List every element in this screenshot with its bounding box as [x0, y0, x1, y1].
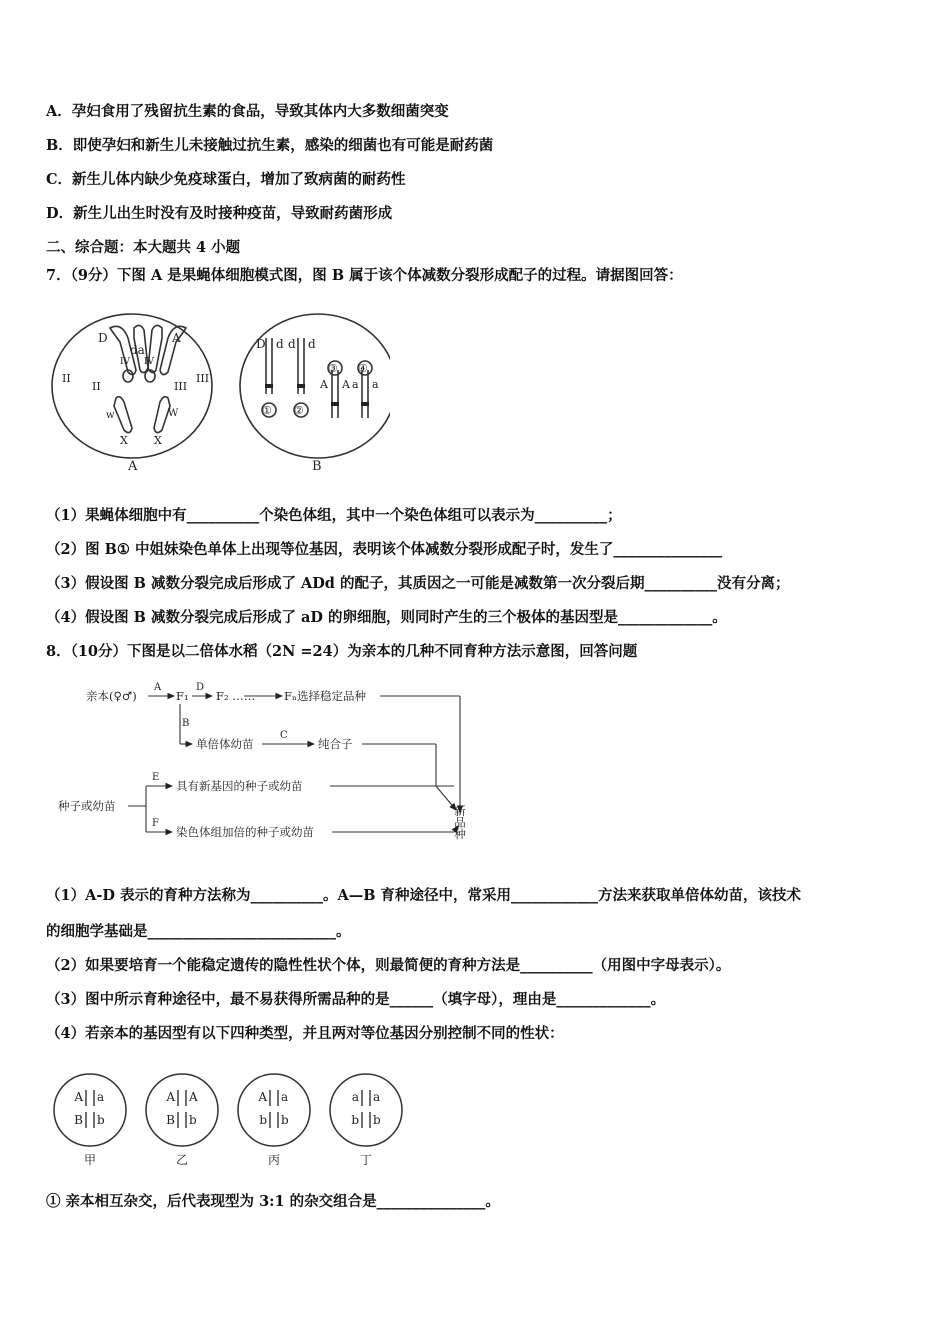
flow-label-A: A	[154, 682, 162, 693]
label-B-d2: d	[288, 337, 296, 351]
label-c2: ②	[294, 404, 304, 417]
flow-label-B: B	[182, 718, 190, 729]
q8-sub-3: （3）图中所示育种途径中，最不易获得所需品种的是______（填字母），理由是_____________。	[46, 991, 666, 1008]
q7-sub-1: （1）果蝇体细胞中有__________个染色体组，其中一个染色体组可以表示为__________；	[46, 507, 622, 524]
label-W: W	[168, 408, 179, 419]
flow-haploid: 单倍体幼苗	[196, 737, 254, 751]
label-c4: ④	[358, 362, 368, 375]
flow-parent: 亲本(♀♂)	[86, 689, 137, 703]
section-title: 二、综合题：本大题共 4 小题	[46, 239, 241, 256]
q7-stem: 7．（9分）下图 A 是果蝇体细胞模式图，图 B 属于该个体减数分裂形成配子的过程。请据图回答：	[46, 267, 683, 284]
cell-name: 甲	[83, 1153, 97, 1166]
allele-top-right: a	[97, 1090, 105, 1104]
figure-a-caption: A	[128, 459, 138, 474]
flow-label-C: C	[280, 730, 288, 741]
cell-name: 丙	[267, 1153, 281, 1166]
cell-a-membrane	[52, 314, 212, 458]
option-c: C．新生儿体内缺少免疫球蛋白，增加了致病菌的耐药性	[46, 171, 406, 188]
genotype-cell	[54, 1074, 126, 1166]
label-c1: ①	[262, 404, 272, 417]
allele-bottom-left: b	[351, 1113, 359, 1127]
option-b: B．即使孕妇和新生儿未接触过抗生素，感染的细菌也有可能是耐药菌	[46, 137, 494, 154]
option-d: D．新生儿出生时没有及时接种疫苗，导致耐药菌形成	[46, 205, 393, 222]
q7-figure	[50, 298, 390, 478]
label-X-left: X	[120, 434, 128, 447]
flow-label-F: F	[152, 818, 159, 829]
q7-sub-3: （3）假设图 B 减数分裂完成后形成了 ADd 的配子，其质因之一可能是减数第一次分裂后期__________没有分离；	[46, 575, 790, 592]
label-B-D: D	[256, 337, 266, 351]
allele-top-left: A	[166, 1090, 175, 1104]
flow-fn: Fₙ选择稳定品种	[284, 689, 366, 703]
label-B-A1: A	[320, 378, 328, 391]
flow-f2: F₂ ……	[216, 689, 256, 703]
flow-pure: 纯合子	[318, 737, 353, 751]
allele-top-right: A	[189, 1090, 198, 1104]
allele-top-right: a	[373, 1090, 381, 1104]
q8-sub-2: （2）如果要培育一个能稳定遗传的隐性性状个体，则最简便的育种方法是__________（用图中字母表示）。	[46, 957, 731, 974]
allele-top-left: a	[351, 1090, 359, 1104]
label-B-d1: d	[276, 337, 284, 351]
option-a: A．孕妇食用了残留抗生素的食品，导致其体内大多数细菌突变	[46, 103, 449, 120]
flow-doubled: 染色体组加倍的种子或幼苗	[176, 825, 314, 839]
label-III-right: III	[196, 372, 210, 385]
label-IV-left: IV	[120, 357, 131, 367]
q8-cells-figure	[52, 1070, 432, 1166]
label-B-a1: a	[352, 378, 359, 391]
allele-top-left: A	[74, 1090, 83, 1104]
label-B-a2: a	[372, 378, 379, 391]
flow-label-D: D	[196, 682, 205, 693]
allele-bottom-right: b	[281, 1113, 289, 1127]
label-II-left: II	[62, 372, 71, 385]
genotype-cell	[330, 1074, 402, 1166]
label-w: w	[106, 410, 115, 421]
label-X-right: X	[154, 434, 162, 447]
label-III-left: III	[174, 380, 188, 393]
q8-last: ① 亲本相互杂交，后代表现型为 3:1 的杂交组合是_______________。	[46, 1193, 500, 1210]
flow-f1: F₁	[176, 689, 189, 703]
q8-flowchart	[56, 676, 486, 858]
cell-name: 乙	[175, 1153, 189, 1166]
allele-top-left: A	[258, 1090, 267, 1104]
label-IV-right: IV	[144, 357, 155, 367]
allele-bottom-right: b	[373, 1113, 381, 1127]
label-D: D	[98, 331, 108, 345]
label-da: da	[130, 343, 145, 357]
genotype-cell	[238, 1074, 310, 1166]
flow-newgene: 具有新基因的种子或幼苗	[176, 779, 303, 793]
flow-label-E: E	[152, 772, 160, 783]
genotype-cell	[146, 1074, 218, 1166]
flow-variety: 新品种	[453, 804, 467, 840]
q8-sub-4: （4）若亲本的基因型有以下四种类型，并且两对等位基因分别控制不同的性状：	[46, 1025, 564, 1042]
q8-sub-1b: 的细胞学基础是__________________________。	[46, 923, 351, 940]
label-A: A	[172, 331, 181, 345]
flow-seed: 种子或幼苗	[58, 799, 116, 813]
label-B-d3: d	[308, 337, 316, 351]
allele-bottom-right: b	[97, 1113, 105, 1127]
figure-b-caption: B	[312, 459, 322, 474]
allele-bottom-right: b	[189, 1113, 197, 1127]
q7-sub-2: （2）图 B① 中姐妹染色单体上出现等位基因，表明该个体减数分裂形成配子时，发生了_______________	[46, 541, 723, 558]
q7-sub-4: （4）假设图 B 减数分裂完成后形成了 aD 的卵细胞，则同时产生的三个极体的基因型是_____________。	[46, 609, 727, 626]
allele-bottom-left: b	[259, 1113, 267, 1127]
allele-bottom-left: B	[166, 1113, 175, 1127]
q8-stem: 8．（10分）下图是以二倍体水稻（2N =24）为亲本的几种不同育种方法示意图，回答问题	[46, 643, 638, 660]
q8-sub-1a: （1）A-D 表示的育种方法称为__________。A—B 育种途径中，常采用____________方法来获取单倍体幼苗，该技术	[46, 887, 802, 904]
allele-top-right: a	[281, 1090, 289, 1104]
label-B-A2: A	[342, 378, 350, 391]
cell-name: 丁	[359, 1153, 373, 1166]
allele-bottom-left: B	[74, 1113, 83, 1127]
label-c3: ③	[328, 362, 338, 375]
label-II-right: II	[92, 380, 101, 393]
